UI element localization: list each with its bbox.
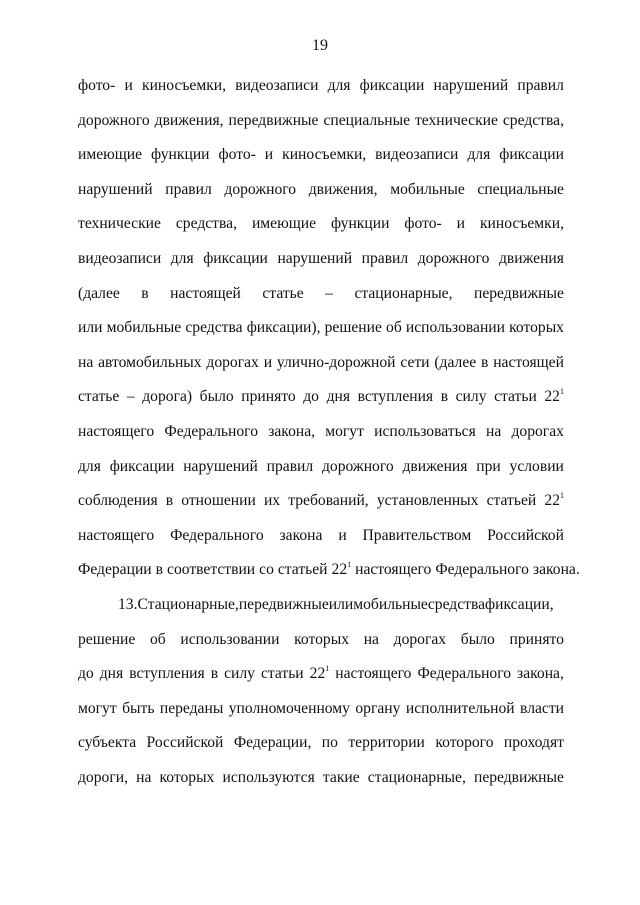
word: движения (498, 249, 564, 267)
word: исполнительной (405, 699, 515, 717)
word: или (78, 319, 103, 337)
word: было (199, 388, 234, 406)
word: на (485, 422, 502, 440)
word: используются (222, 768, 315, 786)
text-line (78, 627, 564, 662)
word: статье (262, 284, 304, 302)
word: автомобильных (98, 353, 202, 371)
text-line (78, 661, 564, 696)
word: дорожного (78, 111, 150, 129)
word: стационарные, (367, 768, 466, 786)
word: субъекта (78, 734, 137, 752)
word: средства (427, 595, 486, 613)
text-line (78, 211, 564, 246)
word: на (363, 630, 379, 648)
word: сети (400, 353, 430, 371)
word: в (210, 665, 219, 683)
word: технические (414, 111, 498, 129)
word: Федерального (417, 665, 512, 683)
word: правил (361, 249, 409, 267)
word: (далее (78, 284, 120, 302)
text-line (78, 142, 564, 177)
word: закона (279, 526, 323, 544)
text-line (78, 454, 564, 489)
word: фиксации), (246, 319, 321, 337)
word: дорожного (224, 180, 297, 198)
word: которого (435, 734, 494, 752)
word: закона, (517, 665, 564, 683)
word: мобильные (106, 319, 182, 337)
word: улично-дорожной (276, 353, 396, 371)
word: настоящего (355, 561, 432, 579)
paragraph-item-13 (78, 592, 564, 800)
word: функции (151, 146, 210, 164)
word: средства, (175, 215, 237, 233)
text-line (78, 384, 564, 419)
word: фото- (218, 146, 256, 164)
word: органу (355, 699, 401, 717)
word: фиксации (203, 249, 268, 267)
word: нарушений (433, 77, 509, 94)
word: требований, (288, 492, 369, 510)
word: настоящего (335, 665, 412, 683)
text-line (78, 419, 564, 454)
word: средства (185, 319, 243, 337)
word: принято (241, 388, 296, 406)
text-line (78, 281, 564, 316)
word: мобильные (390, 180, 465, 198)
word: передвижные (473, 768, 564, 786)
word: имеющие (78, 146, 143, 164)
word: силу (224, 665, 255, 683)
word: нарушений (183, 457, 258, 475)
word: решение (78, 630, 136, 648)
word: правил (266, 457, 314, 475)
word: фиксации (359, 77, 425, 94)
word: Федерального (164, 422, 258, 440)
word: соответствии (167, 561, 256, 579)
word: дорогах (393, 630, 447, 648)
text-line (78, 557, 580, 592)
word: и (456, 215, 465, 233)
word: быть (122, 699, 155, 717)
superscript: 1 (347, 560, 352, 570)
word: в (165, 492, 174, 510)
word: статьей (486, 492, 537, 510)
word: для (170, 249, 194, 267)
word: со (259, 561, 274, 579)
word: вступления (357, 388, 434, 406)
word: статьей (277, 561, 328, 579)
paragraph-continuation (78, 73, 580, 592)
superscript: 1 (325, 664, 330, 674)
text-line (78, 246, 564, 281)
superscript: 1 (559, 491, 564, 501)
word: правил (165, 180, 212, 198)
word: специальные (323, 111, 411, 129)
word: $22^1$ (544, 491, 564, 510)
word: статьи (260, 665, 304, 683)
word: и (124, 77, 133, 94)
word: специальные (477, 180, 564, 198)
word: передвижные (228, 111, 319, 129)
word: которых (509, 319, 564, 337)
word: об (149, 630, 166, 648)
word: настоящей (493, 353, 564, 371)
word: закона. (532, 561, 580, 579)
word: движения, (308, 180, 378, 198)
text-line (78, 177, 564, 212)
word: правил (517, 77, 564, 94)
word: $22^1$ (331, 560, 352, 579)
word: (далее (434, 353, 477, 371)
word: Стационарные, (137, 595, 239, 613)
word: вступления (129, 665, 205, 683)
word: принято (509, 630, 564, 648)
word: до (78, 665, 94, 683)
word: власти (520, 699, 564, 717)
word: настоящего (78, 526, 155, 544)
word: уполномоченному (228, 699, 350, 717)
word: фото- (78, 77, 116, 94)
word: в (440, 388, 449, 406)
word: при (476, 457, 501, 475)
word: дорогах (511, 422, 564, 440)
word: Федерации, (233, 734, 312, 752)
word: установленных (376, 492, 479, 510)
word: переданы (159, 699, 224, 717)
word: мобильные (353, 595, 428, 613)
text-line (78, 523, 564, 558)
word: отношении (181, 492, 256, 510)
word: использовании (180, 630, 280, 648)
word: фиксации (499, 146, 564, 164)
superscript: 1 (559, 387, 564, 397)
word: нарушений (277, 249, 353, 267)
word: технические (78, 215, 161, 233)
word: на (136, 768, 152, 786)
word: статье (78, 388, 120, 406)
text-line (78, 108, 564, 143)
word: по (321, 734, 338, 752)
page-number: 19 (312, 37, 328, 54)
word: средства, (502, 111, 564, 129)
word: могут (78, 699, 117, 717)
word: силу (455, 388, 487, 406)
word: которых (159, 768, 215, 786)
word: дня (99, 665, 124, 683)
word: было (460, 630, 495, 648)
word: – (126, 388, 135, 406)
word: киносъемки, (142, 77, 227, 94)
word: передвижные (238, 595, 329, 613)
word: территории (348, 734, 425, 752)
word: Российской (146, 734, 224, 752)
word: нарушений (78, 180, 153, 198)
word: использоваться (374, 422, 476, 440)
word: видеозаписи (78, 249, 162, 267)
word: киносъемки, (282, 146, 367, 164)
word: дорогах (206, 353, 259, 371)
word: дорожного (321, 457, 394, 475)
word: дня (326, 388, 351, 406)
word: настоящей (170, 284, 241, 302)
word: соблюдения (78, 492, 158, 510)
word: передвижные (473, 284, 564, 302)
text-line (78, 696, 564, 731)
word: Российской (487, 526, 564, 544)
text-line (78, 730, 564, 765)
text-line (78, 592, 564, 627)
word: для (327, 77, 351, 94)
word: до (303, 388, 319, 406)
word: функции (330, 215, 390, 233)
word: настоящего (78, 422, 155, 440)
word: об (386, 319, 402, 337)
word: решение (324, 319, 382, 337)
word: и (264, 146, 274, 164)
word: дороги, (78, 768, 128, 786)
word: на (78, 353, 94, 371)
word: Федерального (435, 561, 529, 579)
word: движения, (154, 111, 224, 129)
document-body (78, 73, 580, 799)
word: их (263, 492, 281, 510)
word: – (325, 284, 333, 302)
word: проходят (503, 734, 564, 752)
word: движения (402, 457, 468, 475)
word: Федерального (170, 526, 264, 544)
word: фиксации (109, 457, 175, 475)
word: имеющие (251, 215, 316, 233)
word: в (141, 284, 149, 302)
text-line (78, 350, 564, 385)
word: закона, (268, 422, 316, 440)
word: и (263, 353, 273, 371)
word: или (328, 595, 354, 613)
word: могут (325, 422, 364, 440)
word: в (481, 353, 489, 371)
word: $22^1$ (309, 664, 330, 683)
word: которых (294, 630, 349, 648)
word: и (338, 526, 347, 544)
word: Правительством (362, 526, 472, 544)
word: видеозаписи (375, 146, 459, 164)
text-line (78, 765, 564, 800)
word: использовании (405, 319, 505, 337)
word: в (155, 561, 164, 579)
word: такие (322, 768, 360, 786)
word: дорога) (142, 388, 193, 406)
word: для (467, 146, 491, 164)
word: стационарные, (354, 284, 453, 302)
word: дорожного (417, 249, 490, 267)
word: киносъемки, (479, 215, 564, 233)
word: 13. (118, 595, 138, 613)
word: видеозаписи (235, 77, 319, 94)
text-line (78, 488, 564, 523)
word: Федерации (78, 561, 152, 579)
word: статьи (494, 388, 537, 406)
text-line (78, 73, 564, 108)
word: фото- (404, 215, 442, 233)
word: $22^1$ (544, 387, 564, 406)
word: условии (509, 457, 564, 475)
word: для (78, 457, 101, 475)
text-line (78, 315, 564, 350)
word: фиксации, (485, 595, 554, 613)
